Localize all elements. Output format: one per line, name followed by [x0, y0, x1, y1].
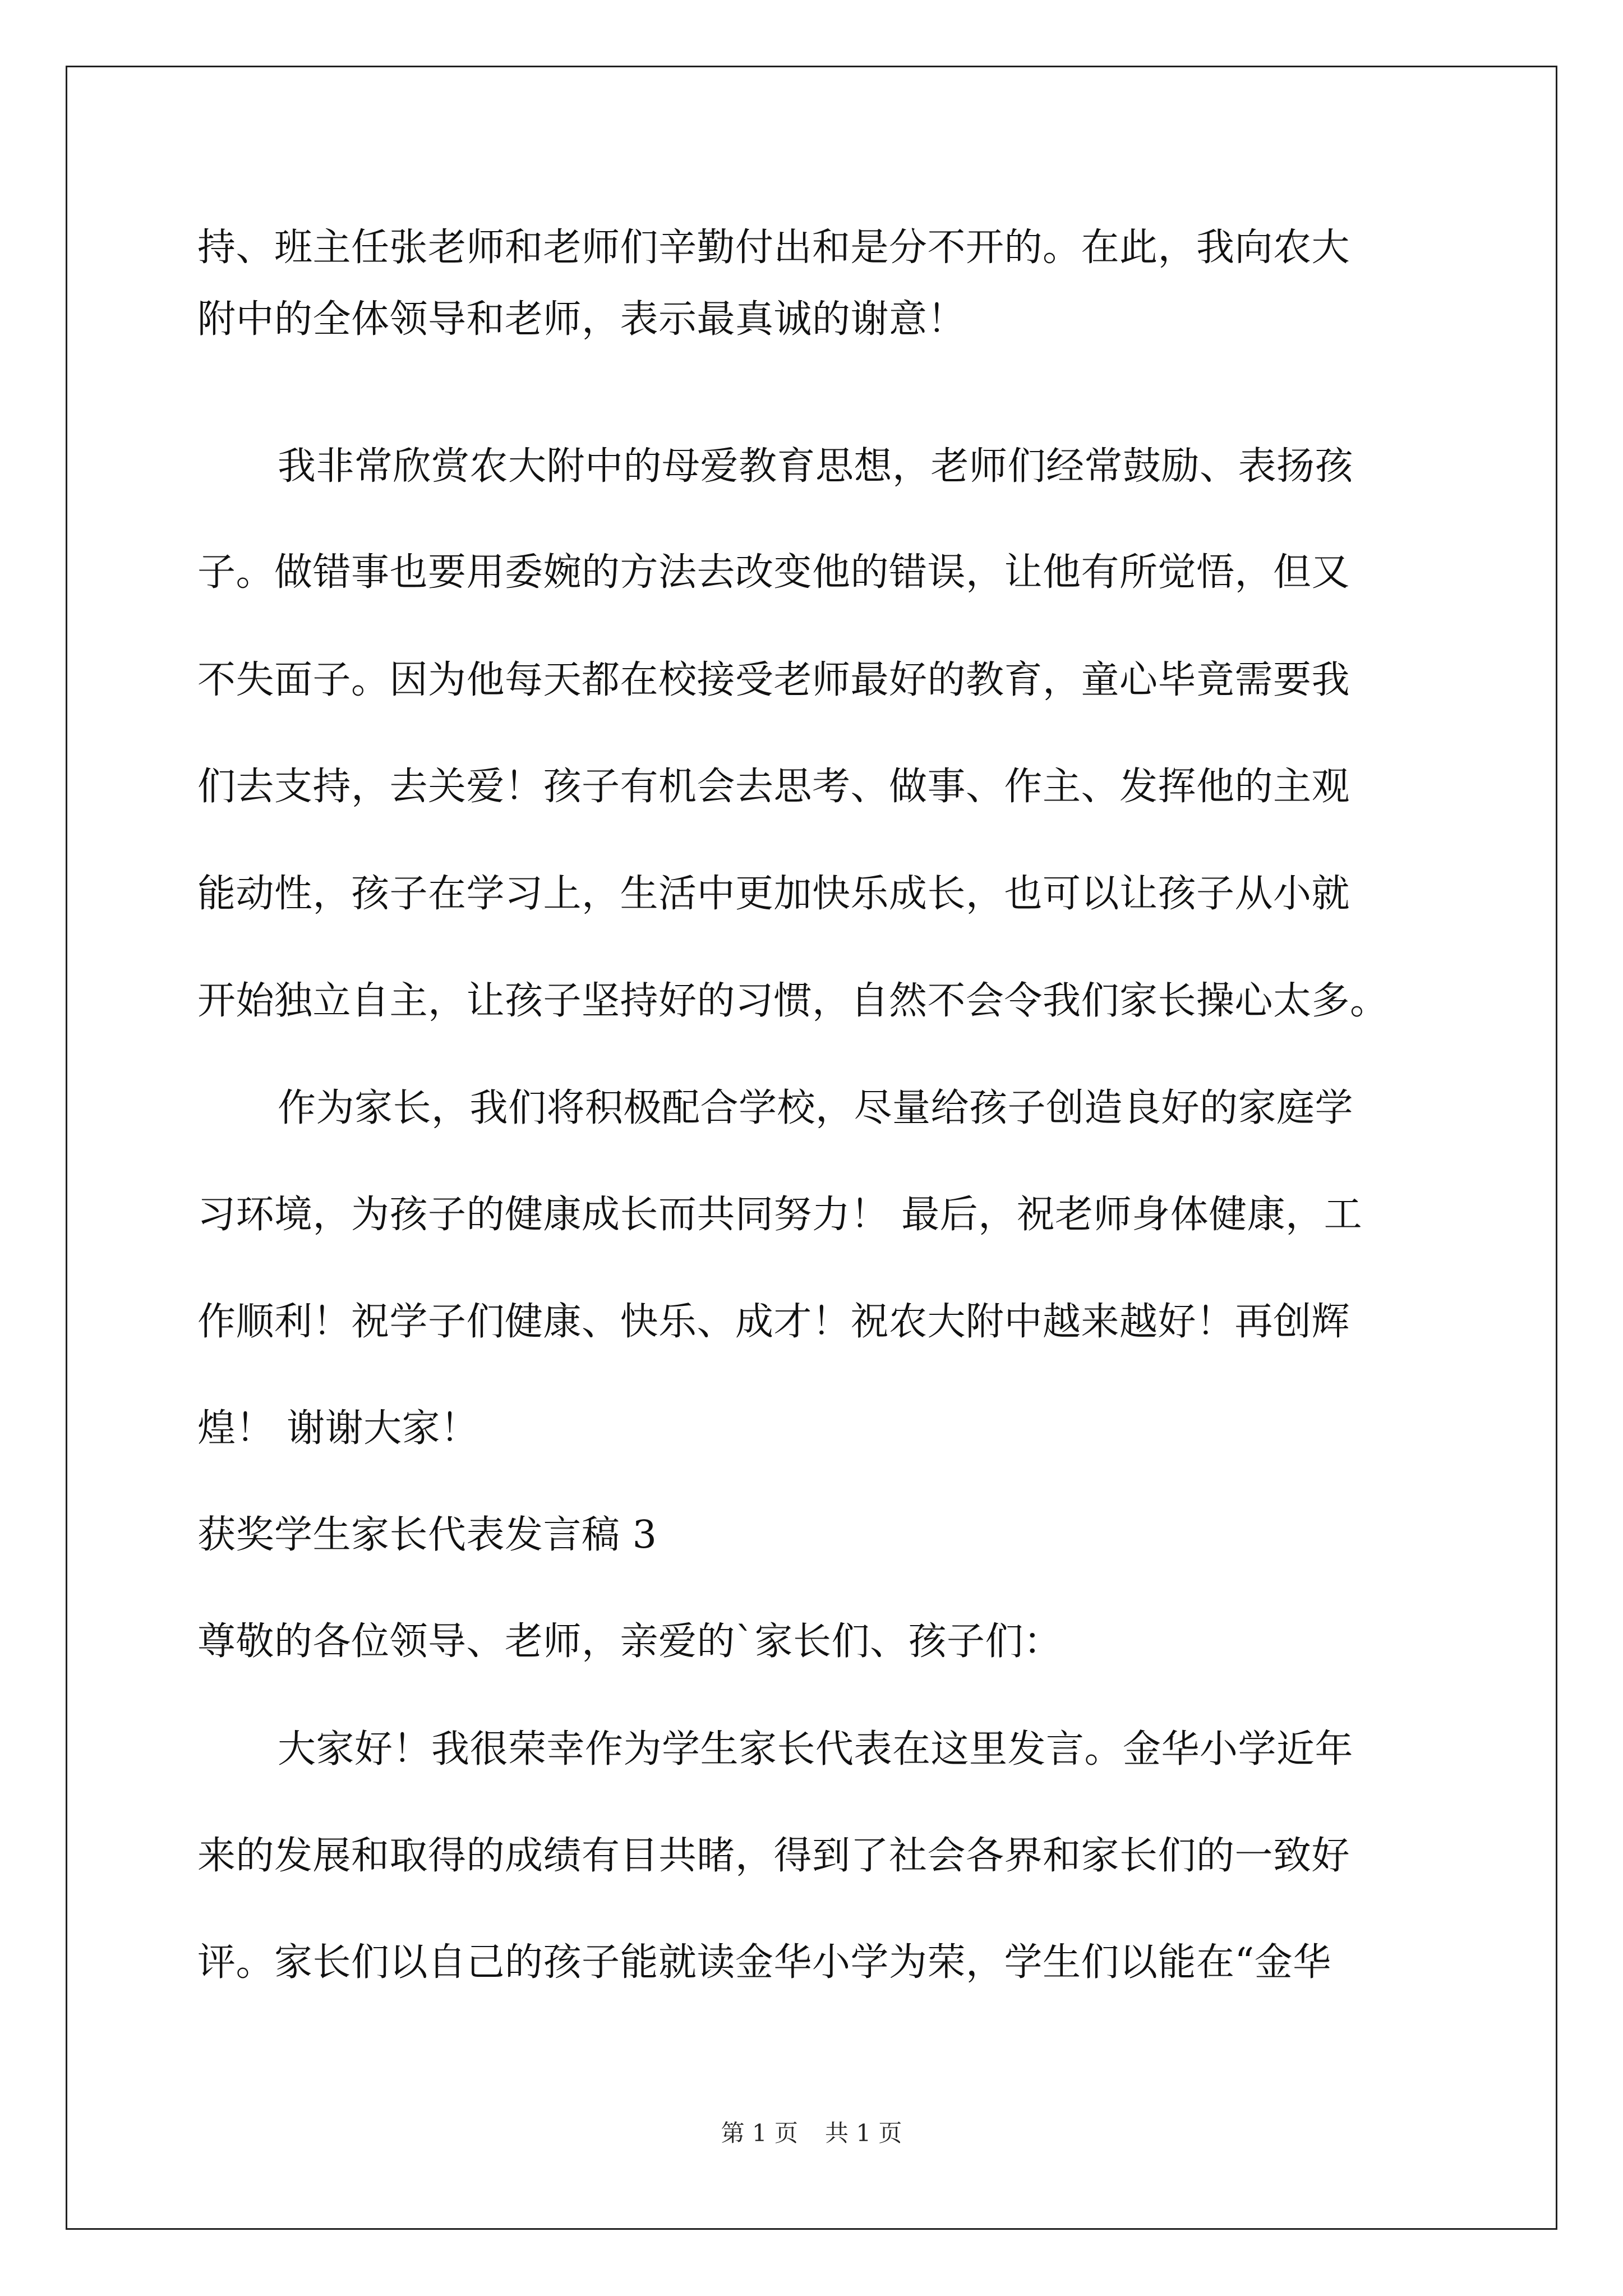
section-heading: 获奖学生家长代表发言稿 3: [197, 1513, 657, 1557]
text-line: 作顺利！祝学子们健康、快乐、成才！祝农大附中越来越好！再创辉: [197, 1300, 1350, 1344]
text-line: 持、班主任张老师和老师们辛勤付出和是分不开的。在此，我向农大: [197, 226, 1350, 270]
text-line: 附中的全体领导和老师，表示最真诚的谢意！: [197, 297, 966, 342]
text-line: 们去支持，去关爱！孩子有机会去思考、做事、作主、发挥他的主观: [197, 765, 1350, 809]
salutation: 尊敬的各位领导、老师，亲爱的`家长们、孩子们：: [197, 1619, 1062, 1664]
text-line: 子。做错事也要用委婉的方法去改变他的错误，让他有所觉悟，但又: [197, 550, 1350, 595]
page-total: 共 1 页: [825, 2119, 902, 2147]
text-line: 来的发展和取得的成绩有目共睹，得到了社会各界和家长们的一致好: [197, 1834, 1350, 1878]
text-line: 评。家长们以自己的孩子能就读金华小学为荣，学生们以能在“金华: [197, 1940, 1331, 1985]
text-line: 煌！ 谢谢大家！: [197, 1406, 479, 1451]
text-line: 大家好！我很荣幸作为学生家长代表在这里发言。金华小学近年: [278, 1727, 1354, 1772]
text-line: 我非常欣赏农大附中的母爱教育思想，老师们经常鼓励、表扬孩: [278, 444, 1354, 489]
text-line: 开始独立自主，让孩子坚持好的习惯，自然不会令我们家长操心太多。: [197, 979, 1389, 1023]
page-footer: [0, 2119, 1623, 2147]
text-line: 能动性，孩子在学习上，生活中更加快乐成长，也可以让孩子从小就: [197, 872, 1350, 916]
page-number: 第 1 页: [721, 2119, 798, 2147]
text-line: 作为家长，我们将积极配合学校，尽量给孩子创造良好的家庭学: [278, 1086, 1354, 1130]
page-border: [66, 66, 1557, 2230]
text-line: 习环境，为孩子的健康成长而共同努力！ 最后，祝老师身体健康，工: [197, 1193, 1363, 1237]
text-line: 不失面子。因为他每天都在校接受老师最好的教育，童心毕竟需要我: [197, 658, 1350, 702]
